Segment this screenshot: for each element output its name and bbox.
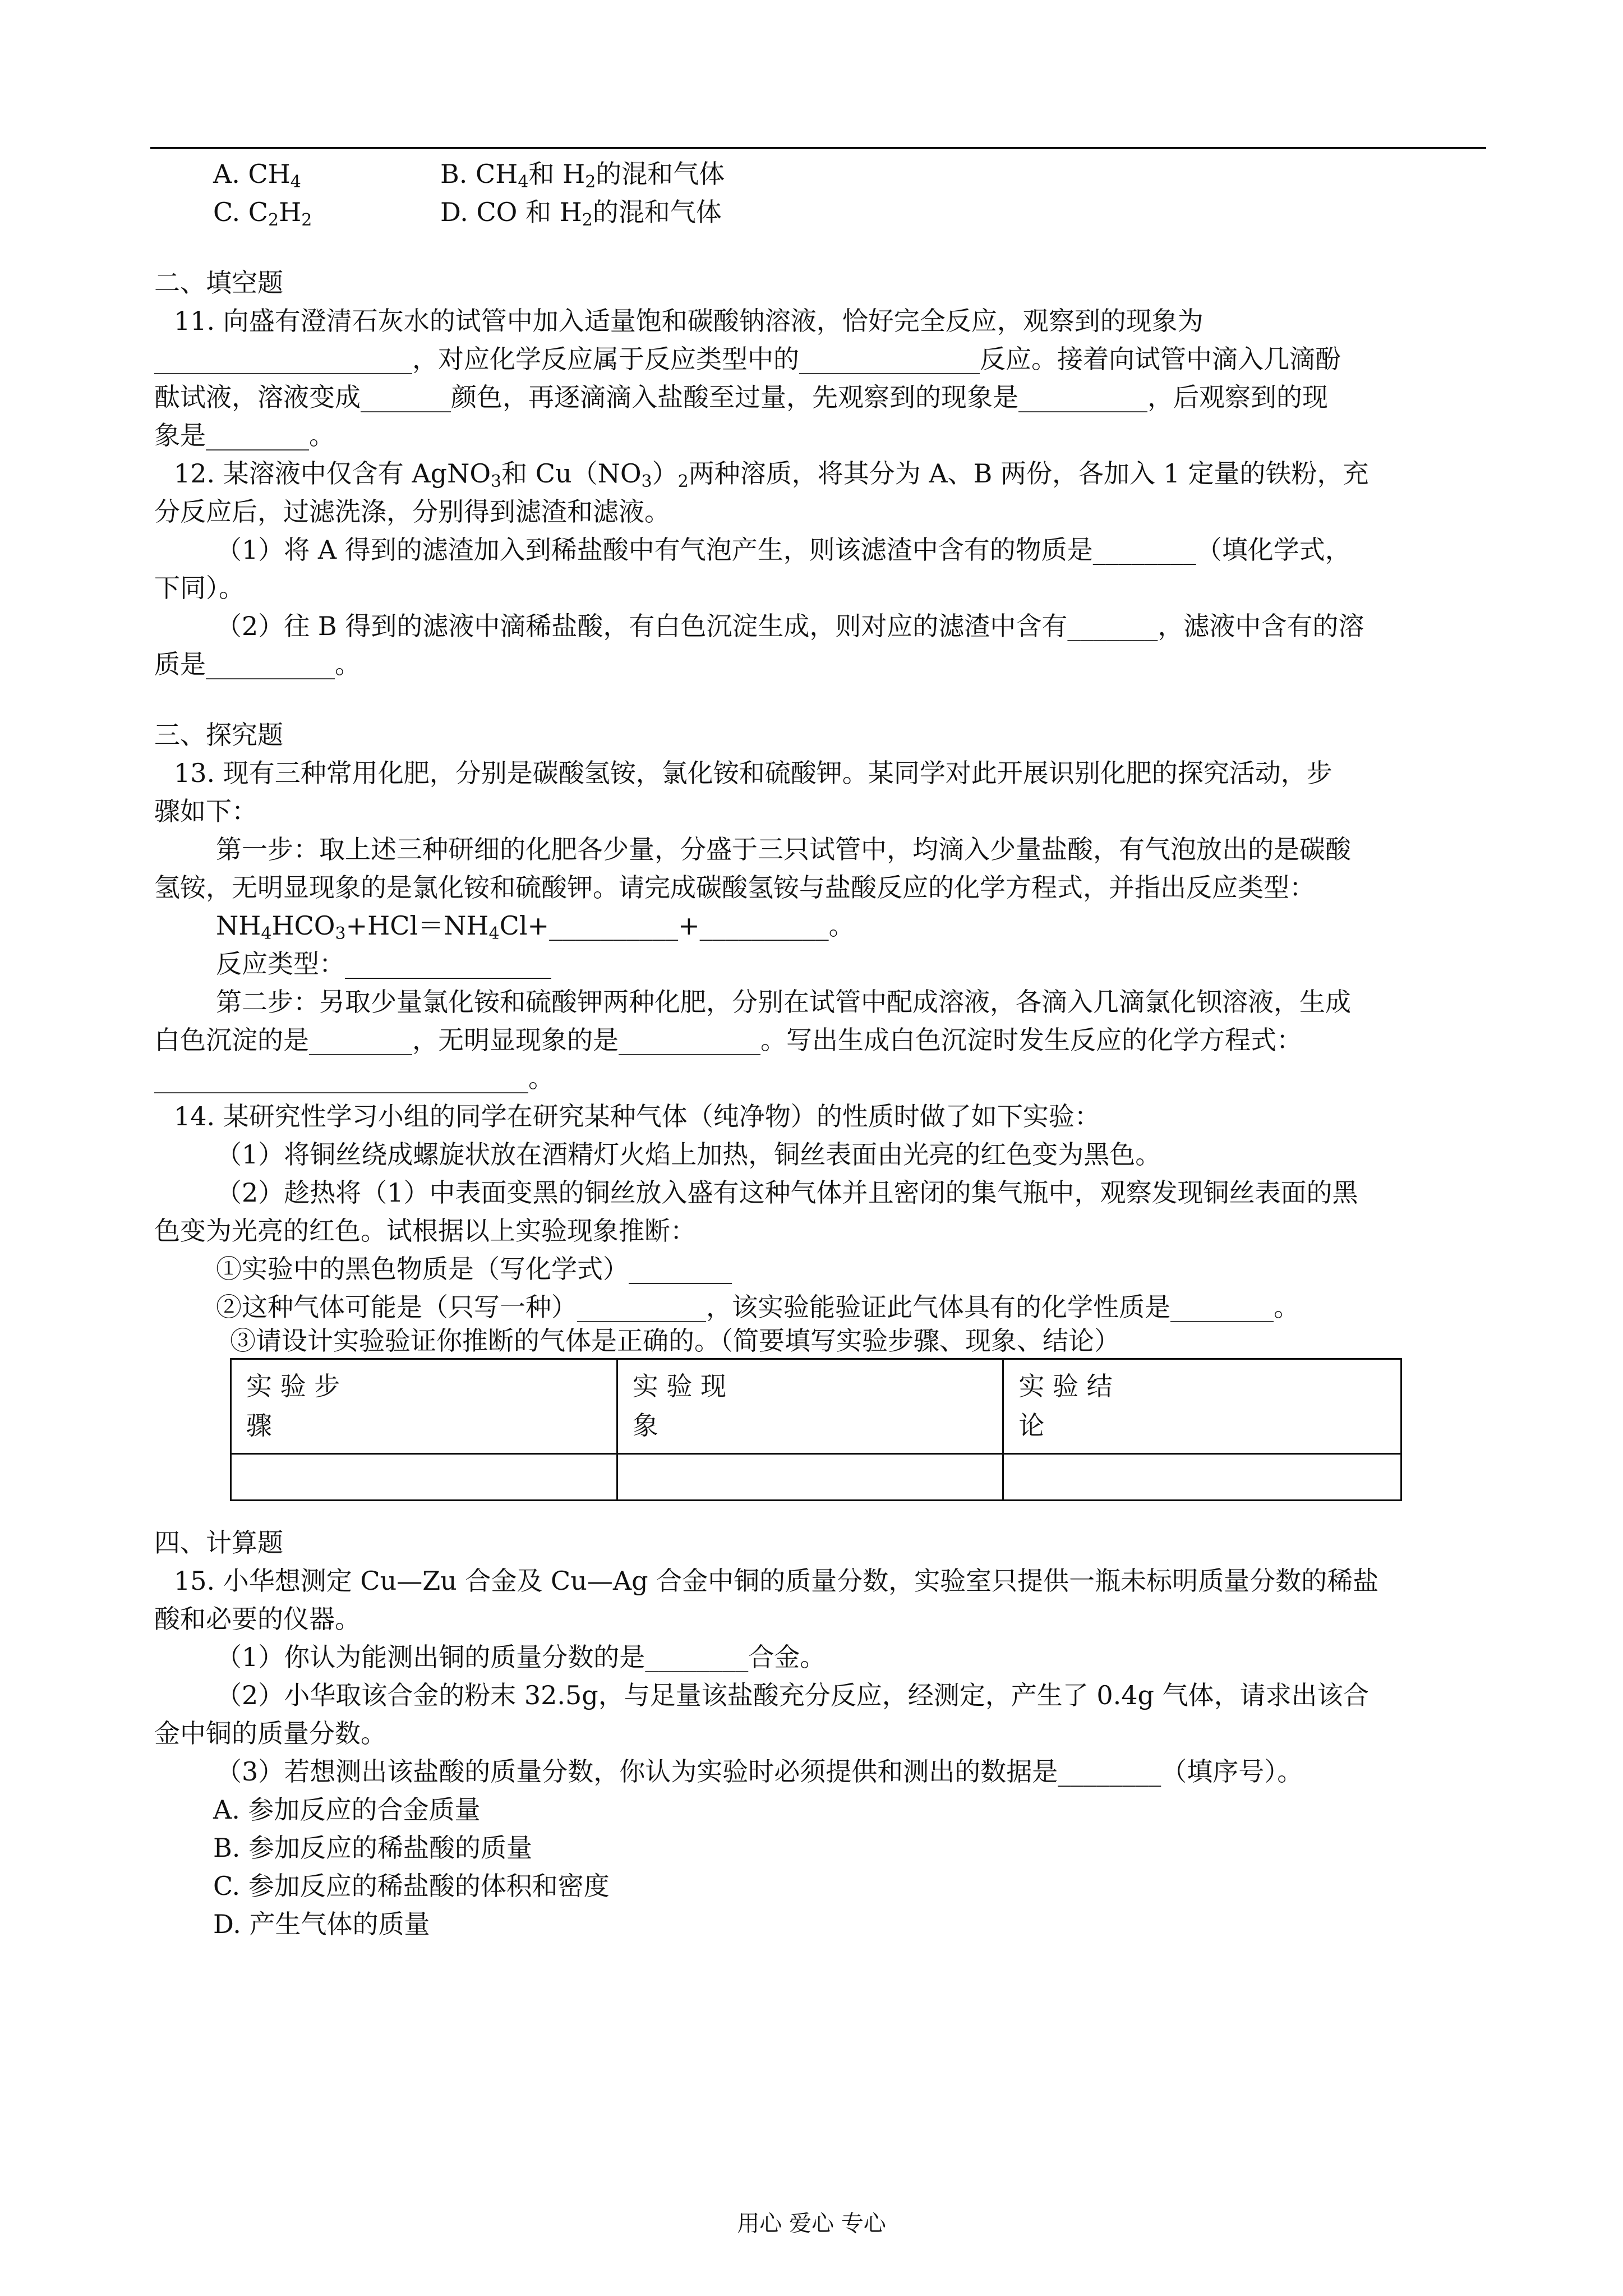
table-header-phenomena: 实 验 现 象 [617, 1359, 1003, 1454]
q11-line-2: ____________________，对应化学反应属于反应类型中的______________反应。接着向试管中滴入几滴酚 [154, 344, 1341, 374]
table-cell-conclusion [1003, 1454, 1401, 1501]
option-a-ch4: A. $CH_4$ [213, 159, 301, 192]
q15-line-5: 金中铜的质量分数。 [154, 1718, 386, 1749]
q13-line-4: 氢铵，无明显现象的是氯化铵和硫酸钾。请完成碳酸氢铵与盐酸反应的化学方程式，并指出反应类型： [154, 872, 1315, 903]
q13-line-3: 第一步：取上述三种研细的化肥各少量，分盛于三只试管中，均滴入少量盐酸，有气泡放出的是碳酸 [216, 834, 1351, 864]
q15-line-2: 酸和必要的仪器。 [154, 1604, 361, 1634]
q14-line-1: 14. 某研究性学习小组的同学在研究某种气体（纯净物）的性质时做了如下实验： [174, 1101, 1100, 1131]
q13-equation: $NH_4HCO_3+HCl=NH_4Cl+\_\_\_\_\_\_\_\_\_\_+\_\_\_\_\_\_\_\_\_\_$。 [216, 910, 855, 944]
q11-line-1: 11. 向盛有澄清石灰水的试管中加入适量饱和碳酸钠溶液，恰好完全反应，观察到的现象为 [174, 306, 1204, 336]
q12-line-2: 分反应后，过滤洗涤，分别得到滤渣和滤液。 [154, 496, 670, 527]
q14-line-7: ③请设计实验验证你推断的气体是正确的。（简要填写实验步骤、现象、结论） [230, 1326, 1120, 1356]
section-title-explore: 三、探究题 [154, 720, 283, 750]
page-footer: 用心 爱心 专心 [737, 2211, 886, 2237]
table-cell-steps [231, 1454, 617, 1501]
q15-option-d: D. 产生气体的质量 [213, 1909, 430, 1939]
q13-line-7: 第二步：另取少量氯化铵和硫酸钾两种化肥，分别在试管中配成溶液，各滴入几滴氯化钡溶液，生成 [216, 987, 1351, 1017]
q13-line-1: 13. 现有三种常用化肥，分别是碳酸氢铵，氯化铵和硫酸钾。某同学对此开展识别化肥的探究活动，步 [174, 758, 1332, 788]
q12-line-1: 12. 某溶液中仅含有 AgNO$_3$和 $Cu(NO_3)_2$两种溶质，将其分为 A、B 两份，各加入 1 定量的铁粉，充 [174, 458, 1369, 491]
option-c-c2h2: C. $C_2H_2$ [213, 197, 312, 230]
option-b: B. $CH_4$和 $H_2$的混和气体 [440, 159, 725, 192]
q14-line-6: ②这种气体可能是（只写一种）__________，该实验能验证此气体具有的化学性质是________。 [216, 1292, 1299, 1322]
q15-option-c: C. 参加反应的稀盐酸的体积和密度 [213, 1871, 610, 1901]
q15-line-6: （3）若想测出该盐酸的质量分数，你认为实验时必须提供和测出的数据是________（填序号）。 [216, 1756, 1303, 1787]
q14-line-5: ①实验中的黑色物质是（写化学式）________ [216, 1254, 732, 1284]
q11-line-3: 酞试液，溶液变成_______颜色，再逐滴滴入盐酸至过量，先观察到的现象是__________，后观察到的现 [154, 382, 1328, 412]
table-header-steps: 实 验 步 骤 [231, 1359, 617, 1454]
section-title-calculation: 四、计算题 [154, 1527, 283, 1558]
q15-option-b: B. 参加反应的稀盐酸的质量 [213, 1833, 533, 1863]
section-title-fill-blank: 二、填空题 [154, 268, 283, 298]
q15-line-1: 15. 小华想测定 Cu—Zu 合金及 Cu—Ag 合金中铜的质量分数，实验室只提供一瓶未标明质量分数的稀盐 [174, 1566, 1379, 1596]
q15-line-3: （1）你认为能测出铜的质量分数的是________合金。 [216, 1642, 826, 1672]
q13-line-8: 白色沉淀的是________，无明显现象的是___________。写出生成白色沉淀时发生反应的化学方程式： [154, 1025, 1302, 1055]
q11-line-4: 象是________。 [154, 420, 335, 450]
experiment-table [230, 1358, 1402, 1501]
table-header-conclusion: 实 验 结 论 [1003, 1359, 1401, 1454]
q14-line-4: 色变为光亮的红色。试根据以上实验现象推断： [154, 1216, 696, 1246]
q12-line-4: 下同）。 [154, 573, 245, 603]
q15-option-a: A. 参加反应的合金质量 [213, 1795, 481, 1825]
q12-line-6: 质是__________。 [154, 649, 361, 679]
q15-line-4: （2）小华取该合金的粉末 32.5g，与足量该盐酸充分反应，经测定，产生了 0.4g 气体，请求出该合 [216, 1680, 1369, 1710]
option-d: D. CO 和 $H_2$的混和气体 [440, 197, 722, 230]
q12-line-5: （2）往 B 得到的滤液中滴稀盐酸，有白色沉淀生成，则对应的滤渣中含有_______，滤液中含有的溶 [216, 611, 1364, 641]
header-rule [150, 147, 1486, 149]
q13-reaction-type: 反应类型：________________ [216, 949, 551, 979]
q13-line-2: 骤如下： [154, 796, 257, 826]
q14-line-3: （2）趁热将（1）中表面变黑的铜丝放入盛有这种气体并且密闭的集气瓶中，观察发现铜丝表面的黑 [216, 1177, 1358, 1208]
q12-line-3: （1）将 A 得到的滤渣加入到稀盐酸中有气泡产生，则该滤渣中含有的物质是________（填化学式， [216, 535, 1351, 565]
q14-line-2: （1）将铜丝绕成螺旋状放在酒精灯火焰上加热，铜丝表面由光亮的红色变为黑色。 [216, 1139, 1161, 1170]
table-cell-phenomena [617, 1454, 1003, 1501]
q13-line-9: _____________________________。 [154, 1063, 554, 1093]
